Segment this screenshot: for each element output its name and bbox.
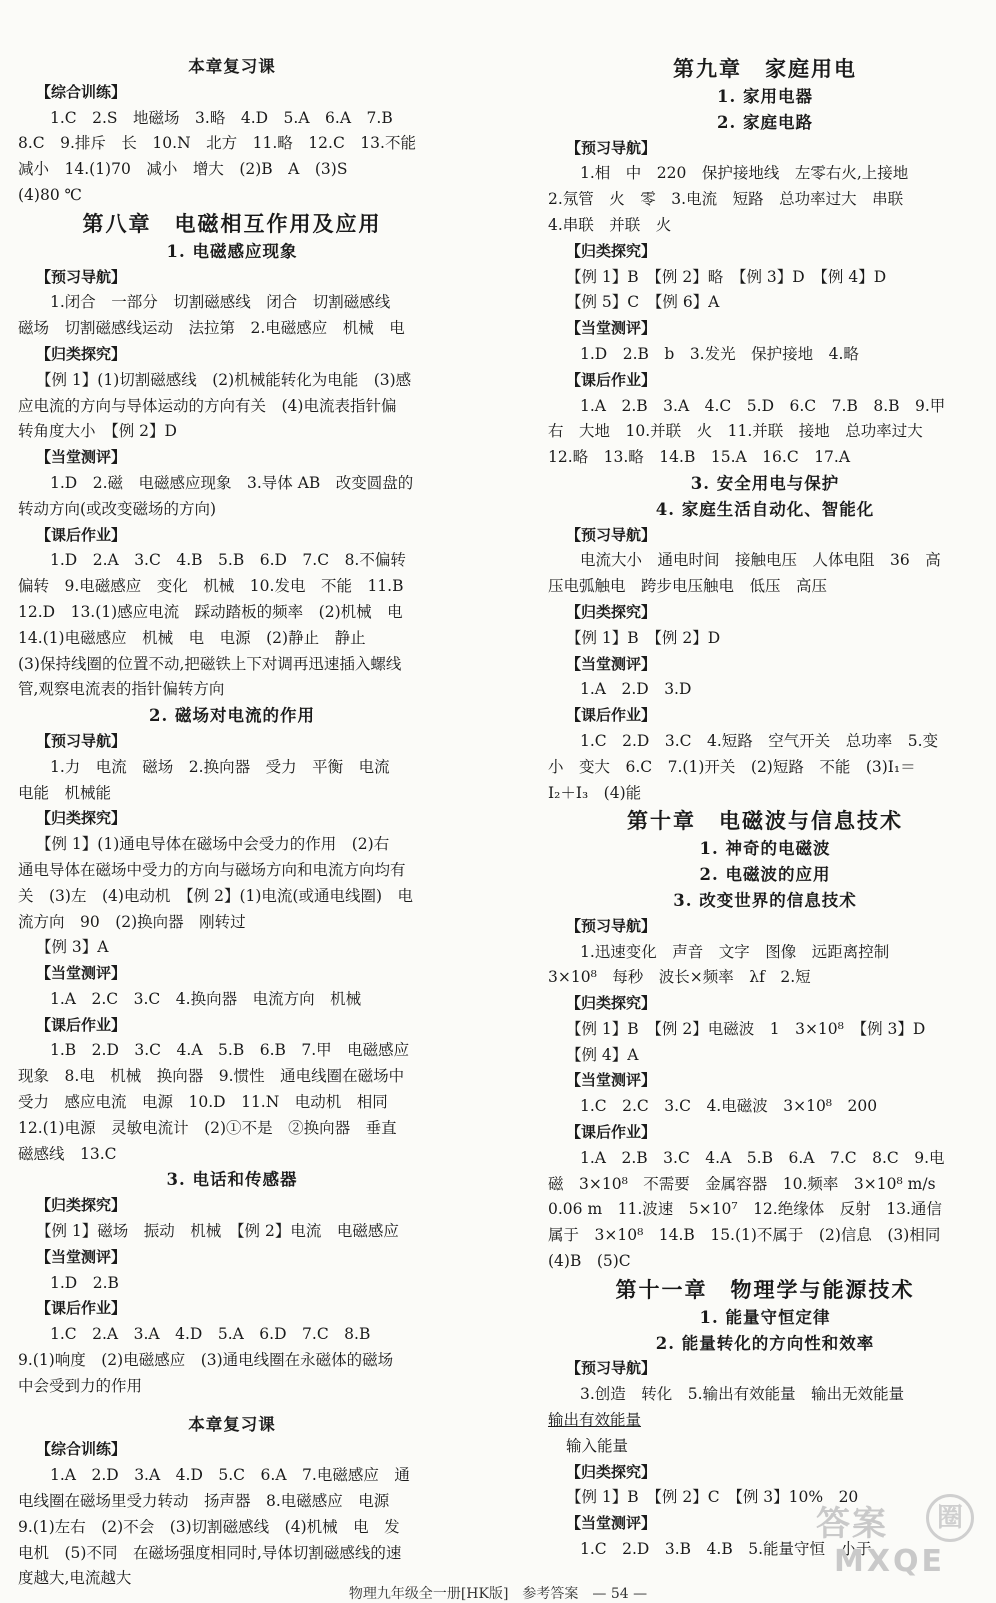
text-line: 1.D 2.B xyxy=(50,1273,119,1292)
chapter-title: 第九章 家庭用电 xyxy=(673,56,857,81)
text-line: 中会受到力的作用 xyxy=(18,1376,143,1395)
section-title: 3. 改变世界的信息技术 xyxy=(673,890,857,910)
text-line: 电机 (5)不同 在磁场强度相同时,导体切割磁感线的速 xyxy=(18,1543,402,1562)
text-line: (3)保持线圈的位置不动,把磁铁上下对调再迅速插入螺线 xyxy=(18,654,402,673)
chapter-title: 第十章 电磁波与信息技术 xyxy=(627,808,903,834)
section-label: 【归类探究】 xyxy=(566,1462,657,1481)
text-line: 12.D 13.(1)感应电流 踩动踏板的频率 (2)机械 电 xyxy=(18,602,403,621)
section-label: 【当堂测评】 xyxy=(36,1247,127,1266)
text-line: 14.(1)电磁感应 机械 电 电源 (2)静止 静止 xyxy=(18,628,366,647)
text-line: 1.D 2.磁 电磁感应现象 3.导体 AB 改变圆盘的 xyxy=(50,473,414,492)
text-line: 流方向 90 (2)换向器 刚转过 xyxy=(18,912,246,931)
text-line: 磁感线 13.C xyxy=(18,1144,117,1163)
text-line: 4.串联 并联 火 xyxy=(548,215,672,234)
text-line: 12.(1)电源 灵敏电流计 (2)①不是 ②换向器 垂直 xyxy=(18,1118,397,1137)
text-line: 度越大,电流越大 xyxy=(18,1569,132,1588)
section-label: 【预习导航】 xyxy=(36,731,127,750)
section-label: 【预习导航】 xyxy=(566,916,657,935)
text-line: 属于 3×10⁸ 14.B 15.(1)不属于 (2)信息 (3)相同 xyxy=(548,1226,941,1245)
text-line: 1.D 2.B b 3.发光 保护接地 4.略 xyxy=(580,344,859,363)
section-label: 【当堂测评】 xyxy=(36,448,127,467)
text-line: 8.C 9.排斥 长 10.N 北方 11.略 12.C 13.不能 xyxy=(18,134,416,153)
text-line: 【例 4】A xyxy=(566,1045,639,1064)
section-label: 【预习导航】 xyxy=(36,267,127,286)
section-title: 本章复习课 xyxy=(188,57,276,76)
page-footer: 物理九年级全一册[HK版] 参考答案 — 54 — xyxy=(348,1586,648,1602)
text-line: 1.A 2.C 3.C 4.换向器 电流方向 机械 xyxy=(50,989,362,1008)
watermark-badge: 圈 xyxy=(926,1494,974,1542)
text-line: 1.C 2.D 3.B 4.B 5.能量守恒 小于 xyxy=(580,1540,872,1559)
section-title: 3. 电话和传感器 xyxy=(166,1170,298,1190)
section-title: 1. 神奇的电磁波 xyxy=(699,839,831,859)
text-line: 通电导体在磁场中受力的方向与磁场方向和电流方向均有 xyxy=(18,860,406,879)
watermark-logo xyxy=(812,1490,980,1586)
section-label: 【课后作业】 xyxy=(566,370,657,389)
section-title: 本章复习课 xyxy=(188,1414,276,1434)
chapter-title: 第八章 电磁相互作用及应用 xyxy=(82,210,382,236)
text-line: 输出有效能量 xyxy=(548,1411,642,1430)
text-line: 1.相 中 220 保护接地线 左零右火,上接地 xyxy=(580,164,909,183)
section-label: 【课后作业】 xyxy=(36,525,127,544)
text-line: 2.氖管 火 零 3.电流 短路 总功率过大 串联 xyxy=(548,190,904,209)
section-label: 【归类探究】 xyxy=(566,994,657,1013)
text-line: 1.C 2.D 3.C 4.短路 空气开关 总功率 5.变 xyxy=(580,731,939,750)
text-line: 磁场 切割磁感线运动 法拉第 2.电磁感应 机械 电 xyxy=(18,319,405,338)
section-title: 1. 能量守恒定律 xyxy=(699,1307,831,1327)
section-label: 【课后作业】 xyxy=(36,1015,127,1034)
section-label: 【归类探究】 xyxy=(36,809,127,828)
section-label: 【课后作业】 xyxy=(566,1123,657,1142)
text-line: 转角度大小 【例 2】D xyxy=(18,422,177,441)
section-label: 【当堂测评】 xyxy=(566,654,657,673)
text-line: 偏转 9.电磁感应 变化 机械 10.发电 不能 11.B xyxy=(18,577,404,596)
left-column xyxy=(18,54,446,1592)
text-line: 1.B 2.D 3.C 4.A 5.B 6.B 7.甲 电磁感应 xyxy=(50,1041,410,1060)
text-line: 1.C 2.C 3.C 4.电磁波 3×10⁸ 200 xyxy=(580,1097,878,1116)
text-line: 1.A 2.D 3.D xyxy=(580,680,692,699)
text-line: 转动方向(或改变磁场的方向) xyxy=(18,499,217,518)
text-line: I₂＋I₃ (4)能 xyxy=(548,783,642,802)
section-label: 【归类探究】 xyxy=(566,602,657,621)
text-line: 输入能量 xyxy=(566,1436,629,1455)
section-label: 【预习导航】 xyxy=(566,138,657,157)
text-line: 1.C 2.A 3.A 4.D 5.A 6.D 7.C 8.B xyxy=(50,1325,371,1344)
watermark-en: MXQE xyxy=(834,1544,945,1579)
text-line: 【例 1】(1)通电导体在磁场中会受力的作用 (2)右 xyxy=(36,835,390,854)
text-line: 1.A 2.B 3.A 4.C 5.D 6.C 7.B 8.B 9.甲 xyxy=(580,396,946,415)
text-line: (4)B (5)C xyxy=(548,1252,631,1271)
text-line: 【例 1】磁场 振动 机械 【例 2】电流 电磁感应 xyxy=(36,1222,399,1241)
text-line: 右 大地 10.并联 火 11.并联 接地 总功率过大 xyxy=(548,422,923,441)
section-label: 【预习导航】 xyxy=(566,1359,657,1378)
text-line: 电流大小 通电时间 接触电压 人体电阻 36 高 xyxy=(580,551,941,570)
text-line: 1.C 2.S 地磁场 3.略 4.D 5.A 6.A 7.B xyxy=(50,108,393,127)
text-line: 0.06 m 11.波速 5×10⁷ 12.绝缘体 反射 13.通信 xyxy=(548,1200,942,1219)
section-label: 【课后作业】 xyxy=(566,706,657,725)
section-label: 【当堂测评】 xyxy=(566,319,657,338)
text-line: 12.略 13.略 14.B 15.A 16.C 17.A xyxy=(548,448,851,467)
text-line: 现象 8.电 机械 换向器 9.惯性 通电线圈在磁场中 xyxy=(18,1067,405,1086)
text-line: 压电弧触电 跨步电压触电 低压 高压 xyxy=(548,577,828,596)
section-title: 2. 磁场对电流的作用 xyxy=(149,706,315,726)
text-line: 电线圈在磁场里受力转动 扬声器 8.电磁感应 电源 xyxy=(18,1492,390,1511)
section-title: 1. 电磁感应现象 xyxy=(166,241,298,261)
text-line: 【例 3】A xyxy=(36,938,109,957)
section-title: 2. 家庭电路 xyxy=(717,112,813,132)
text-line: 1.迅速变化 声音 文字 图像 远距离控制 xyxy=(580,942,890,961)
section-label: 【归类探究】 xyxy=(566,241,657,260)
text-line: 【例 5】C 【例 6】A xyxy=(566,293,720,312)
text-line: 1.闭合 一部分 切割磁感线 闭合 切割磁感线 xyxy=(50,293,391,312)
text-line: 3×10⁸ 每秒 波长×频率 λf 2.短 xyxy=(548,968,811,987)
section-label: 【归类探究】 xyxy=(36,1196,127,1215)
text-line: 磁 3×10⁸ 不需要 金属容器 10.频率 3×10⁸ m/s xyxy=(548,1174,936,1193)
section-title: 3. 安全用电与保护 xyxy=(690,473,840,493)
text-line: 应电流的方向与导体运动的方向有关 (4)电流表指针偏 xyxy=(18,396,397,415)
section-label: 【当堂测评】 xyxy=(566,1514,657,1533)
section-title: 2. 能量转化的方向性和效率 xyxy=(655,1333,875,1353)
section-label: 【综合训练】 xyxy=(36,82,127,101)
text-line: 减小 14.(1)70 减小 增大 (2)B A (3)S xyxy=(18,160,348,179)
spacer xyxy=(18,1400,446,1412)
section-title: 2. 电磁波的应用 xyxy=(699,865,831,885)
text-line: 【例 1】B 【例 2】C 【例 3】10% 20 xyxy=(566,1488,859,1507)
text-line: 【例 1】B 【例 2】略 【例 3】D 【例 4】D xyxy=(566,267,887,286)
section-label: 【综合训练】 xyxy=(36,1440,127,1459)
text-line: 小 变大 6.C 7.(1)开关 (2)短路 不能 (3)I₁＝ xyxy=(548,757,916,776)
text-line: 9.(1)响度 (2)电磁感应 (3)通电线圈在永磁体的磁场 xyxy=(18,1351,394,1370)
text-line: 【例 1】B 【例 2】电磁波 1 3×10⁸ 【例 3】D xyxy=(566,1019,926,1038)
text-line: 1.D 2.A 3.C 4.B 5.B 6.D 7.C 8.不偏转 xyxy=(50,551,406,570)
right-column xyxy=(548,54,982,1563)
section-label: 【当堂测评】 xyxy=(566,1071,657,1090)
section-label: 【预习导航】 xyxy=(566,525,657,544)
section-label: 【课后作业】 xyxy=(36,1299,127,1318)
text-line: 管,观察电流表的指针偏转方向 xyxy=(18,680,225,699)
text-line: 电能 机械能 xyxy=(18,783,112,802)
text-line: 关 (3)左 (4)电动机 【例 2】(1)电流(或通电线圈) 电 xyxy=(18,886,414,905)
text-line: 受力 感应电流 电源 10.D 11.N 电动机 相同 xyxy=(18,1093,388,1112)
text-line: 9.(1)左右 (2)不会 (3)切割磁感线 (4)机械 电 发 xyxy=(18,1517,400,1536)
text-line: 【例 1】B 【例 2】D xyxy=(566,628,721,647)
text-line: 【例 1】(1)切割磁感线 (2)机械能转化为电能 (3)感 xyxy=(36,370,412,389)
section-title: 1. 家用电器 xyxy=(717,87,813,106)
watermark-cn: 答案 xyxy=(816,1504,888,1544)
text-line: 1.A 2.B 3.C 4.A 5.B 6.A 7.C 8.C 9.电 xyxy=(580,1148,945,1167)
section-label: 【当堂测评】 xyxy=(36,964,127,983)
text-line: (4)80 ℃ xyxy=(18,185,82,204)
text-line: 1.力 电流 磁场 2.换向器 受力 平衡 电流 xyxy=(50,757,390,776)
text-line: 1.A 2.D 3.A 4.D 5.C 6.A 7.电磁感应 通 xyxy=(50,1466,410,1485)
text-line: 3.创造 转化 5.输出有效能量 输出无效能量 xyxy=(580,1385,905,1404)
chapter-title: 第十一章 物理学与能源技术 xyxy=(615,1276,915,1302)
section-label: 【归类探究】 xyxy=(36,344,127,363)
section-title: 4. 家庭生活自动化、智能化 xyxy=(655,499,875,519)
